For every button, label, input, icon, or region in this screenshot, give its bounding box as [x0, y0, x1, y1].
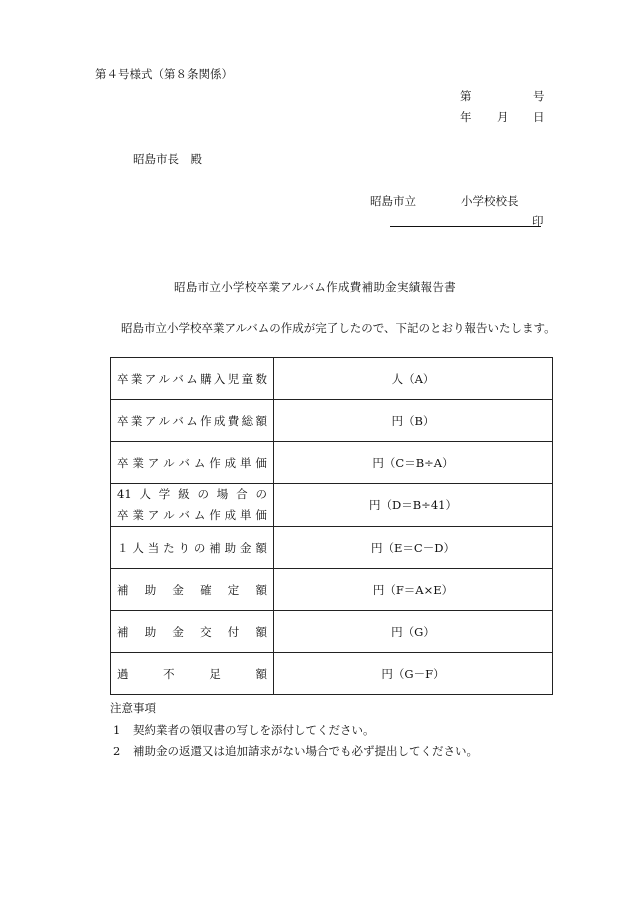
note-item — [113, 743, 478, 759]
label-text-line1: 41 人 学 級 の 場 合 の — [117, 487, 267, 501]
row-label — [111, 569, 274, 611]
row-value: 円（E＝C－D） — [274, 527, 553, 569]
note-text: 契約業者の領収書の写しを添付してください。 — [133, 723, 375, 737]
seal-mark: 印 — [532, 214, 544, 228]
table-row — [111, 569, 553, 611]
date-day: 日 — [533, 110, 545, 124]
row-label — [111, 400, 274, 442]
addressee: 昭島市長 殿 — [133, 152, 202, 166]
date-year: 年 — [460, 110, 472, 124]
form-number-label: 第４号様式（第８条関係） — [95, 67, 233, 81]
table-row — [111, 527, 553, 569]
table-row — [111, 442, 553, 484]
sender-city: 昭島市立 — [370, 194, 416, 208]
row-value: 円（G－F） — [274, 653, 553, 695]
table-row — [111, 400, 553, 442]
row-label — [111, 653, 274, 695]
notes-heading: 注意事項 — [110, 701, 156, 715]
row-value: 円（D＝B÷41） — [274, 484, 553, 527]
date-month: 月 — [497, 110, 509, 124]
row-label — [111, 611, 274, 653]
table-row — [111, 358, 553, 400]
note-item — [113, 722, 375, 738]
row-label — [111, 358, 274, 400]
table-row — [111, 484, 553, 527]
row-value: 円（B） — [274, 400, 553, 442]
table-row — [111, 611, 553, 653]
row-value: 人（A） — [274, 358, 553, 400]
label-text: 補 助 金 交 付 額 — [117, 624, 267, 639]
note-number: 2 — [113, 744, 121, 758]
row-label — [111, 527, 274, 569]
signature-line — [390, 226, 541, 227]
document-number-suffix: 号 — [533, 89, 545, 103]
row-label — [111, 484, 274, 527]
label-text: 過 不 足 額 — [117, 666, 267, 681]
document-number-prefix: 第 — [460, 89, 472, 103]
row-label — [111, 442, 274, 484]
report-table — [110, 357, 553, 695]
row-value: 円（F＝A×E） — [274, 569, 553, 611]
row-value: 円（C＝B÷A） — [274, 442, 553, 484]
label-text: 卒 業 ア ル バ ム 作 成 費 総 額 — [117, 413, 267, 428]
label-text: １ 人 当 た り の 補 助 金 額 — [117, 540, 267, 555]
label-text: 卒 業 ア ル バ ム 購 入 児 童 数 — [117, 371, 267, 386]
sender-title: 小学校校長 — [461, 194, 519, 208]
row-value: 円（G） — [274, 611, 553, 653]
table-row — [111, 653, 553, 695]
document-title: 昭島市立小学校卒業アルバム作成費補助金実績報告書 — [174, 280, 456, 294]
label-text: 卒 業 ア ル バ ム 作 成 単 価 — [117, 455, 267, 470]
note-number: 1 — [113, 723, 121, 737]
label-text-line2: 卒 業 ア ル バ ム 作 成 単 価 — [117, 508, 267, 522]
label-text: 補 助 金 確 定 額 — [117, 582, 267, 597]
note-text: 補助金の返還又は追加請求がない場合でも必ず提出してください。 — [133, 744, 478, 758]
intro-text: 昭島市立小学校卒業アルバムの作成が完了したので、下記のとおり報告いたします。 — [121, 321, 556, 335]
